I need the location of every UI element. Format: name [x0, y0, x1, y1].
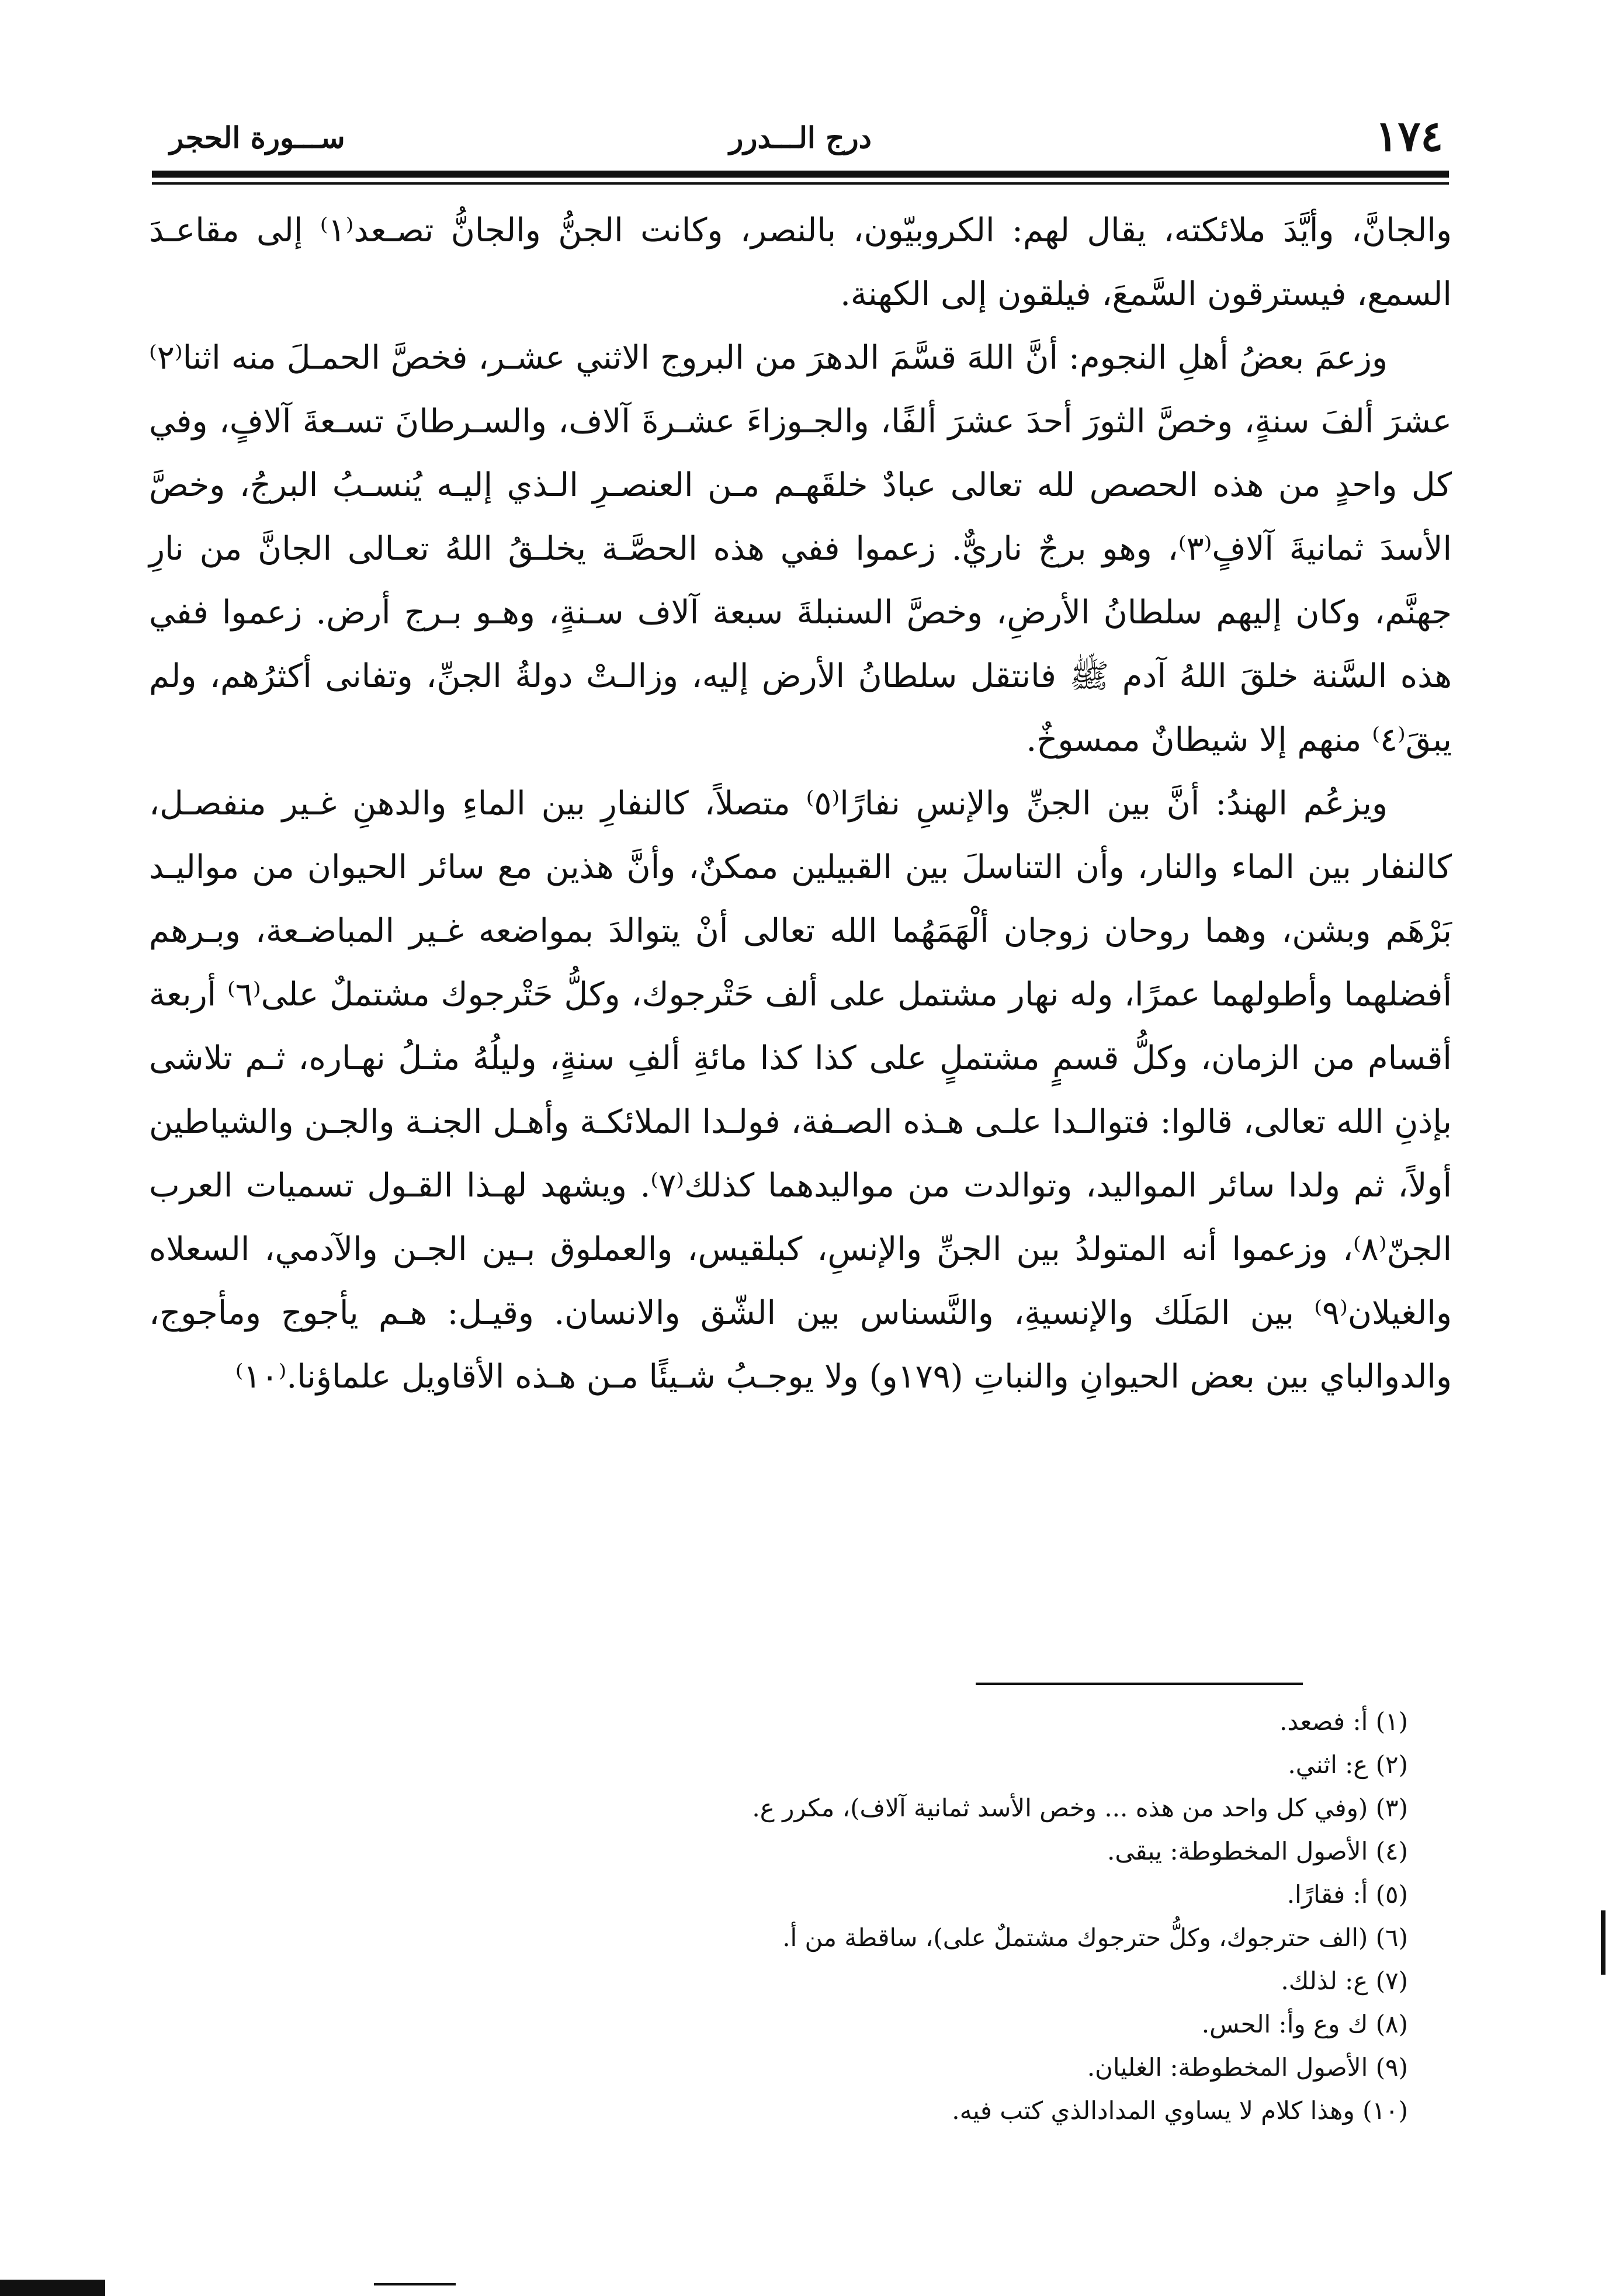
scan-edge-mark: [374, 2283, 456, 2285]
footnote: (٨) ك وع وأ: الحس.: [1201, 2010, 1408, 2038]
footnote: (٤) الأصول المخطوطة: يبقى.: [1107, 1837, 1408, 1865]
scan-edge-mark: [1601, 1910, 1605, 1975]
footnote: (٩) الأصول المخطوطة: الغليان.: [1087, 2053, 1408, 2082]
page-header: [152, 111, 1449, 164]
footnote: (١) أ: فصعد.: [1279, 1707, 1408, 1736]
book-title: درج الـــدرر: [729, 120, 872, 155]
page-number: ١٧٤: [1375, 111, 1443, 161]
paragraph: والجانَّ، وأيَّدَ ملائكته، يقال لهم: الكروبيّون، بالنصر، وكانت الجنُّ والجانُّ تصـعد⁽١⁾ إلى مقاعـدَ السمع، فيسترقون السَّمعَ، فيلقون إلى الكهنة.: [149, 211, 1452, 313]
scan-edge-mark: [0, 2280, 105, 2296]
footnote: (٥) أ: فقارًا.: [1286, 1880, 1408, 1909]
surah-title: ســـورة الحجر: [169, 120, 345, 155]
footnote: (٢) ع: اثني.: [1288, 1750, 1408, 1779]
header-rule-thin: [152, 182, 1449, 185]
footnote: (٧) ع: لذلك.: [1281, 1966, 1408, 1995]
footnote: (٣) (وفي كل واحد من هذه ... وخص الأسد ثمانية آلاف)، مكرر ع.: [752, 1794, 1408, 1822]
paragraph: ويزعُم الهندُ: أنَّ بين الجنِّ والإنسِ نفارًا⁽٥⁾ متصلاً، كالنفارِ بين الماءِ والدهنِ غـير منفصـل، كالنفار بين الماء والنار، وأن التناسلَ بين القبيلين ممكنٌ، وأنَّ هذين مع سائر الحيوان من مواليـد بَرْهَم وبشن، وهما روحان زوجان ألْهَمَهُما الله تعالى أنْ يتوالدَ بمواضعه غـير المباضـعة، وبـرهم أفضلهما وأطولهما عمرًا، وله نهار مشتمل على ألف حَتْرجوك، وكلُّ حَتْرجوك مشتملٌ على⁽٦⁾ أربعة أقسام من الزمان، وكلُّ قسمٍ مشتملٍ على كذا كذا مائةِ ألفِ سنةٍ، وليلُهُ مثـلُ نهـاره، ثـم تلاشى بإذنِ الله تعالى، قالوا: فتوالـدا علـى هـذه الصـفة، فولـدا الملائكـة وأهـل الجنـة والجـن والشياطين أولاً، ثم ولدا سائر المواليد، وتوالدت من مواليدهما كذلك⁽٧⁾. ويشهد لهـذا القـول تسميات العرب الجنّ⁽٨⁾، وزعموا أنه المتولدُ بين الجنِّ والإنسِ، كبلقيس، والعملوق بـين الجـن والآدمي، السعلاه والغيلان⁽٩⁾ بين المَلَك والإنسيةِ، والنَّسناس بين الشّق والانسان. وقيـل: هـم يأجوج ومأجوج، والدوالباي بين بعض الحيوانِ والنباتِ (١٧٩و) ولا يوجـبُ شـيئًا مـن هـذه الأقاويل علماؤنا.⁽١٠⁾: [149, 785, 1452, 1396]
footnote-separator: [976, 1683, 1303, 1685]
footnote: (٦) (الف حترجوك، وكلُّ حترجوك مشتملٌ على)، ساقطة من أ.: [782, 1923, 1408, 1952]
footnote: (١٠) وهذا كلام لا يساوي المدادالذي كتب فيه.: [952, 2096, 1408, 2125]
main-text: [149, 199, 1452, 1409]
paragraph: وزعمَ بعضُ أهلِ النجوم: أنَّ اللهَ قسَّمَ الدهرَ من البروج الاثني عشـر، فخصَّ الحمـلَ منه اثنا⁽٢⁾ عشرَ ألفَ سنةٍ، وخصَّ الثورَ أحدَ عشرَ ألفًا، والجـوزاءَ عشـرةَ آلاف، والسـرطانَ تسـعةَ آلافٍ، وفي كل واحدٍ من هذه الحصص لله تعالى عبادٌ خلقَهـم مـن العنصـرِ الـذي إليـه يُنسـبُ البرجُ، وخصَّ الأسدَ ثمانيةَ آلافٍ⁽٣⁾، وهو برجٌ ناريٌّ. زعموا ففي هذه الحصَّـة يخلـقُ اللهُ تعـالى الجانَّ من نارِ جهنَّم، وكان إليهم سلطانُ الأرضِ، وخصَّ السنبلةَ سبعة آلاف سـنةٍ، وهـو بـرج أرض. زعموا ففي هذه السَّنة خلقَ اللهُ آدم ﷺ فانتقل سلطانُ الأرض إليه، وزالـتْ دولةُ الجنِّ، وتفانى أكثرُهم، ولم يبقَ⁽٤⁾ منهم إلا شيطانٌ ممسوخٌ.: [149, 339, 1452, 759]
header-rule-thick: [152, 171, 1449, 178]
footnotes: [175, 1700, 1408, 2132]
